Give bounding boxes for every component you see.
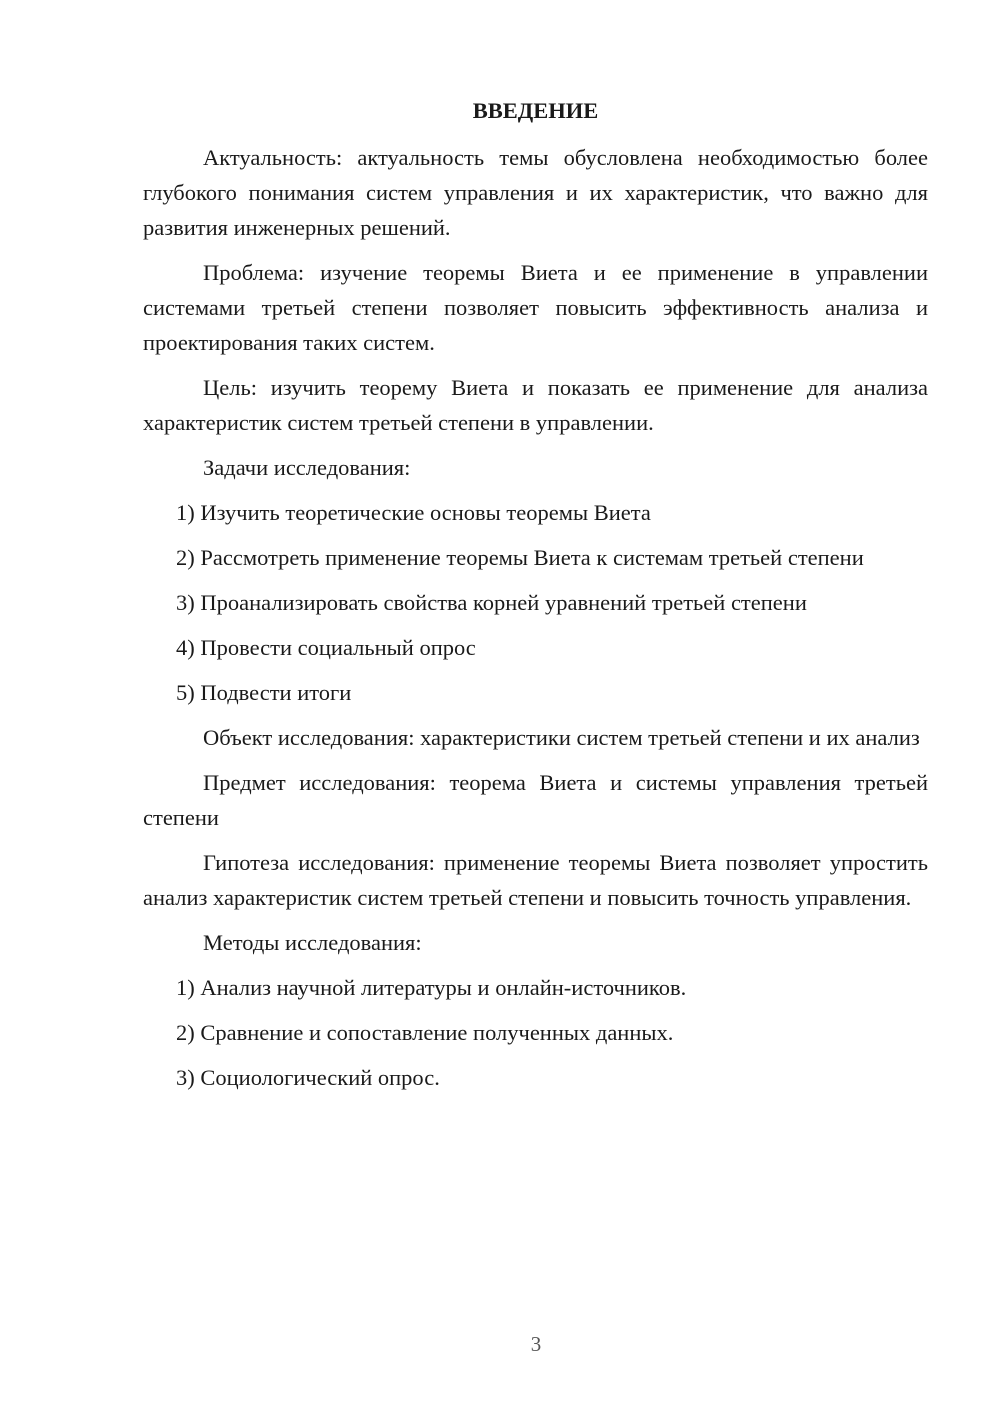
relevance-paragraph: Актуальность: актуальность темы обусловлена необходимостью более глубокого понимания систем управления и их характеристик, что важно для развития инженерных решений.	[143, 145, 928, 240]
goal-paragraph: Цель: изучить теорему Виета и показать ее применение для анализа характеристик систем третьей степени в управлении.	[143, 375, 928, 435]
problem-paragraph: Проблема: изучение теоремы Виета и ее применение в управлении системами третьей степени позволяет повысить эффективность анализа и проектирования таких систем.	[143, 260, 928, 355]
task-item: 2) Рассмотреть применение теоремы Виета к системам третьей степени	[176, 545, 864, 570]
method-item: 2) Сравнение и сопоставление полученных данных.	[176, 1020, 674, 1045]
task-item: 5) Подвести итоги	[176, 680, 352, 705]
methods-title: Методы исследования:	[203, 930, 422, 955]
object-paragraph: Объект исследования: характеристики систем третьей степени и их анализ	[203, 725, 920, 750]
document-body	[143, 93, 928, 1105]
tasks-title: Задачи исследования:	[203, 455, 411, 480]
subject-paragraph: Предмет исследования: теорема Виета и системы управления третьей степени	[143, 770, 928, 830]
task-item: 1) Изучить теоретические основы теоремы Виета	[176, 500, 651, 525]
task-item: 3) Проанализировать свойства корней уравнений третьей степени	[176, 590, 807, 615]
section-heading: ВВЕДЕНИЕ	[472, 98, 599, 123]
hypothesis-paragraph: Гипотеза исследования: применение теоремы Виета позволяет упростить анализ характеристик систем третьей степени и повысить точность управления.	[143, 850, 928, 910]
method-item: 3) Социологический опрос.	[176, 1065, 440, 1090]
method-item: 1) Анализ научной литературы и онлайн-источников.	[176, 975, 687, 1000]
task-item: 4) Провести социальный опрос	[176, 635, 476, 660]
page-number: 3	[530, 1332, 542, 1356]
